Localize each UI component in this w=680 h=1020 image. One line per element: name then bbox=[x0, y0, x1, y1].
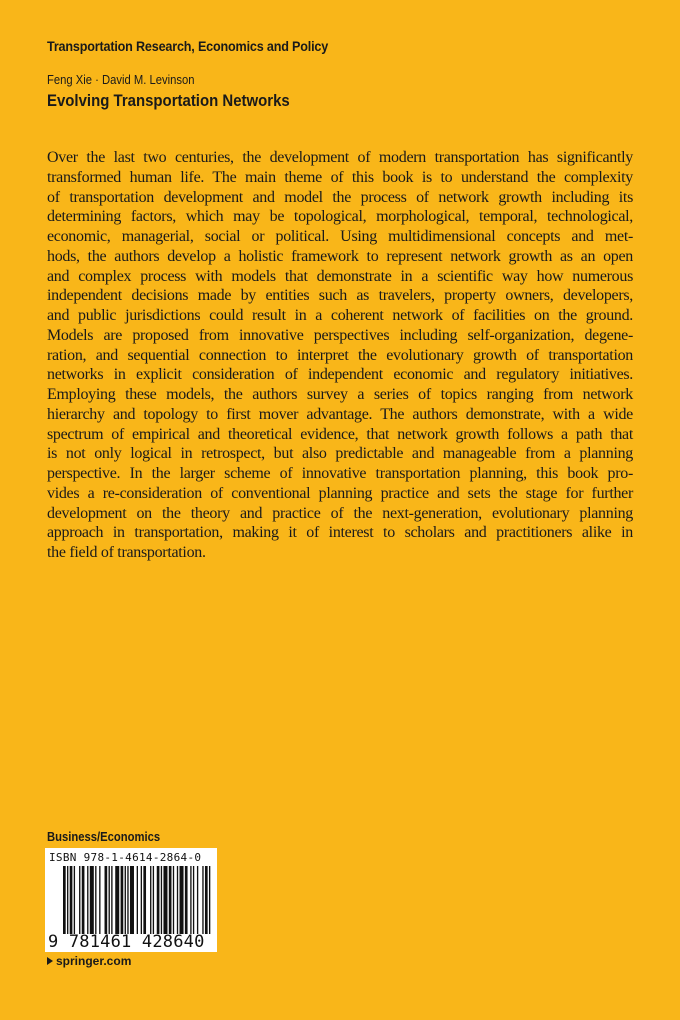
description-line: Models are proposed from innovative perspectives including self-organization, degene- bbox=[47, 326, 633, 344]
description-line: spectrum of empirical and theoretical evidence, that network growth follows a path that bbox=[47, 425, 633, 443]
isbn-label: ISBN 978-1-4614-2864-0 bbox=[49, 851, 202, 864]
description-line: ration, and sequential connection to interpret the evolutionary growth of transportation bbox=[47, 346, 633, 364]
description-line: perspective. In the larger scheme of innovative transportation planning, this book pro- bbox=[47, 465, 633, 482]
website-label: springer.com bbox=[56, 954, 132, 968]
description-line: approach in transportation, making it of interest to scholars and practitioners alike in bbox=[47, 524, 633, 542]
description-line: vides a re-consideration of conventional planning practice and sets the stage for further bbox=[47, 484, 633, 502]
book-title: Evolving Transportation Networks bbox=[47, 91, 290, 110]
description-line: transformed human life. The main theme of this book is to understand the complexity bbox=[47, 168, 633, 186]
description-line: development on the theory and practice of the next-generation, evolutionary planning bbox=[47, 504, 633, 522]
ean-digits: 9 781461 428640 bbox=[48, 932, 205, 952]
description-line: determining factors, which may be topological, morphological, temporal, technological, bbox=[47, 208, 633, 226]
description-line: economic, managerial, social or political. Using multidimensional concepts and met- bbox=[47, 228, 633, 245]
description-line: the field of transportation. bbox=[47, 544, 206, 561]
description-line: independent decisions made by entities such as travelers, property owners, developers, bbox=[47, 287, 633, 305]
subject-category: Business/Economics bbox=[47, 830, 161, 844]
arrow-right-icon bbox=[47, 957, 53, 965]
book-description bbox=[47, 148, 633, 563]
authors: Feng Xie · David M. Levinson bbox=[47, 73, 195, 87]
description-line: of transportation development and model the process of network growth including its bbox=[47, 188, 633, 206]
description-line: Over the last two centuries, the development of modern transportation has significantly bbox=[47, 149, 633, 166]
description-line: hierarchy and topology to first mover advantage. The authors demonstrate, with a wide bbox=[47, 405, 633, 423]
publisher-website[interactable] bbox=[47, 954, 131, 968]
description-line: and complex process with models that demonstrate in a scientific way how numerous bbox=[47, 267, 633, 285]
barcode-icon bbox=[63, 866, 213, 934]
description-line: Employing these models, the authors survey a series of topics ranging from network bbox=[47, 386, 633, 403]
description-line: and public jurisdictions could result in a coherent network of facilities on the ground. bbox=[47, 307, 633, 324]
description-line: is not only logical in retrospect, but also predictable and manageable from a planning bbox=[47, 445, 633, 463]
barcode-panel bbox=[45, 848, 217, 952]
series-title: Transportation Research, Economics and Policy bbox=[47, 38, 329, 54]
description-line: networks in explicit consideration of independent economic and regulatory initiatives. bbox=[47, 366, 633, 384]
description-line: hods, the authors develop a holistic framework to represent network growth as an open bbox=[47, 247, 633, 265]
